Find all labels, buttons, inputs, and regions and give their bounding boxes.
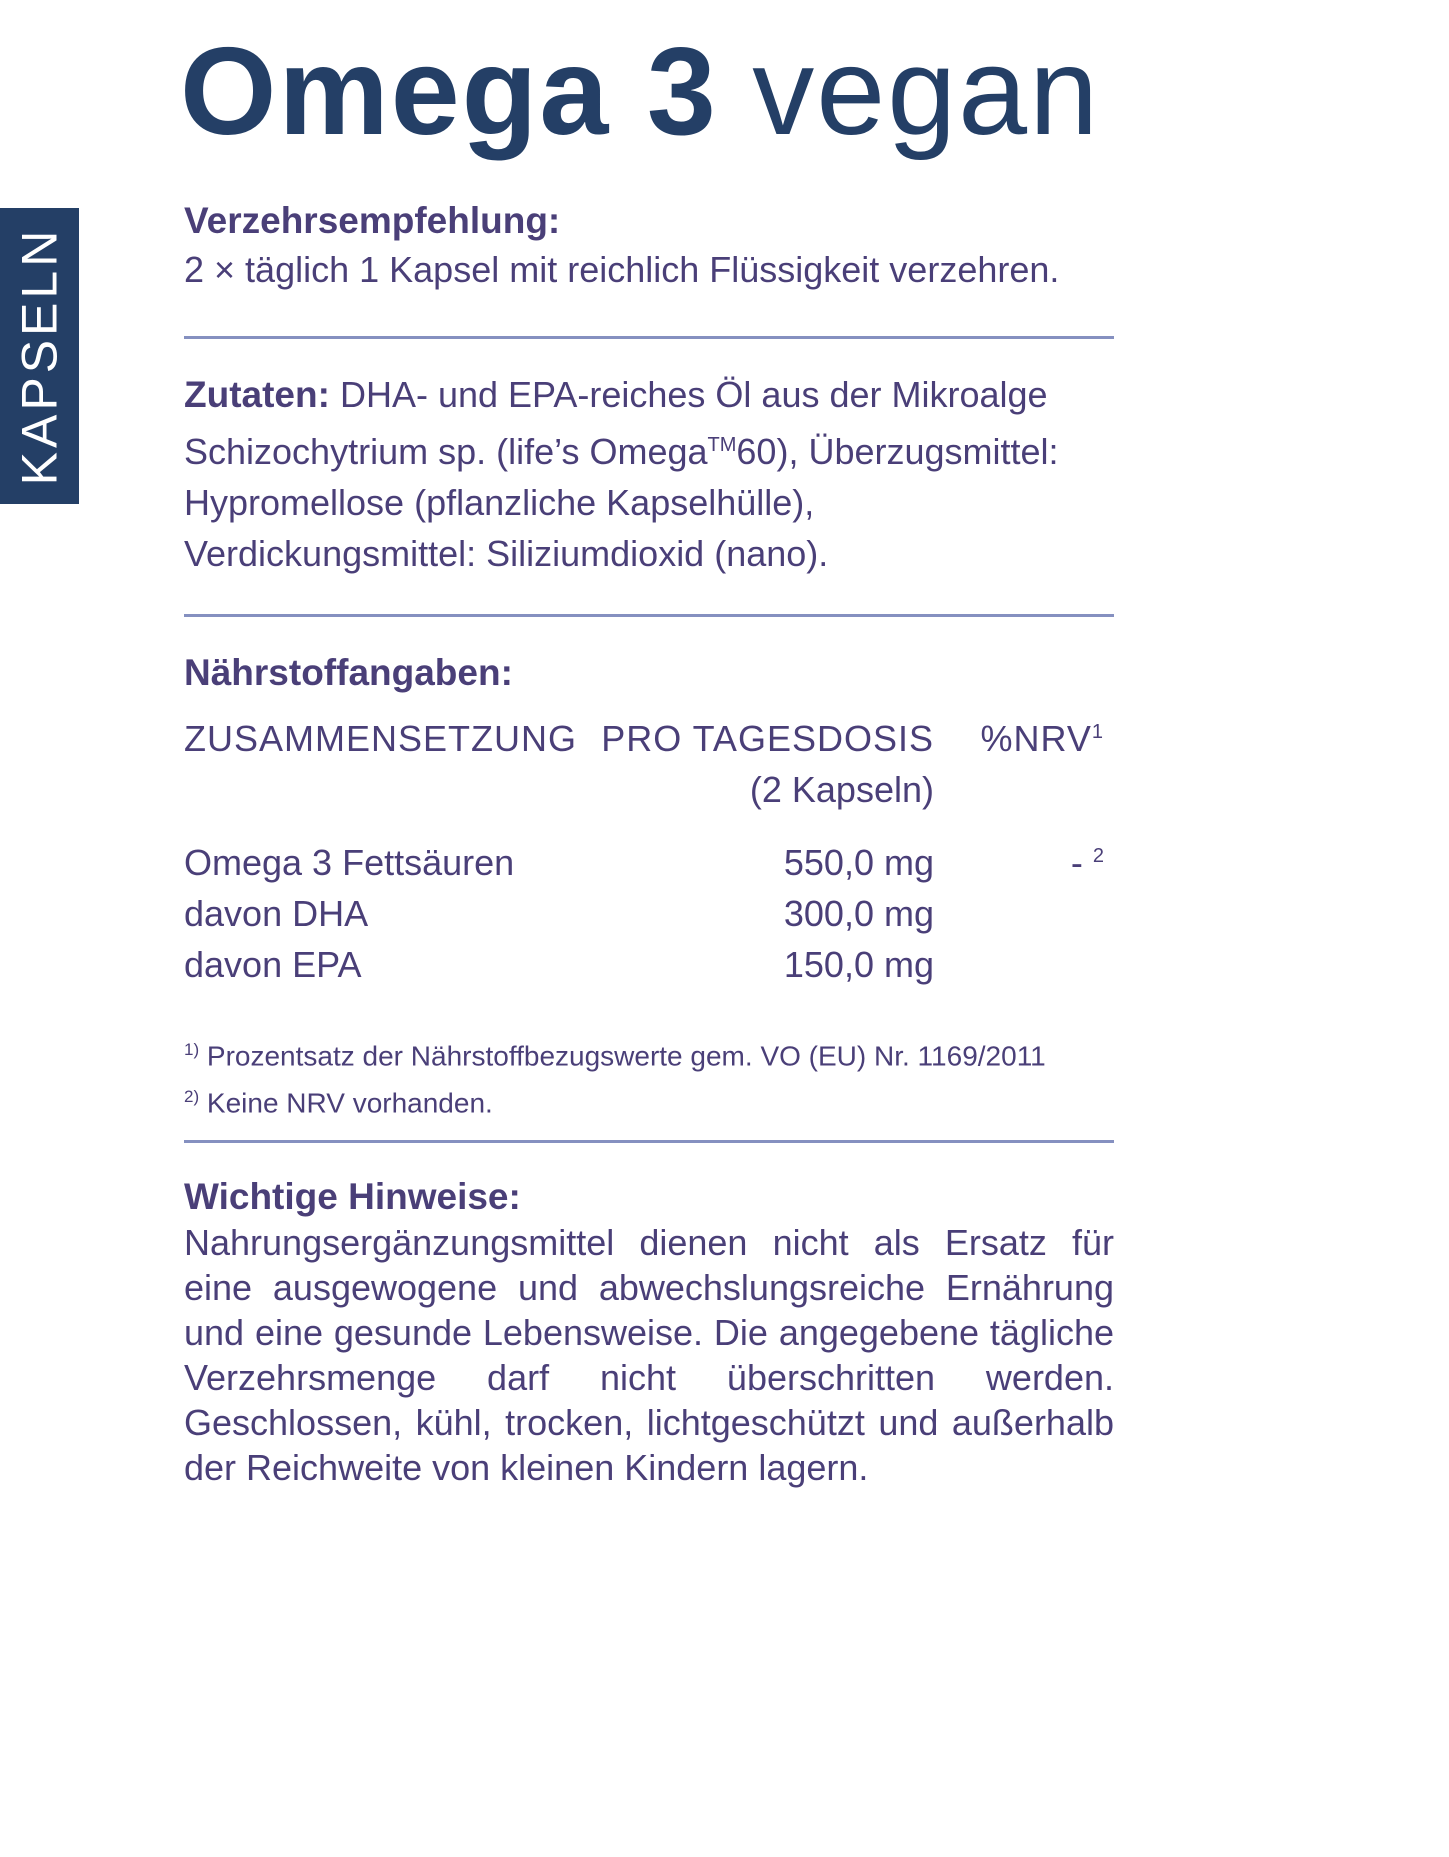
- row-name: davon EPA: [184, 944, 362, 985]
- divider: [184, 1140, 1114, 1143]
- title-main: Omega 3: [180, 23, 718, 161]
- ingredients-section: [184, 369, 1114, 579]
- side-tab: [0, 208, 79, 504]
- row-amount: 300,0 mg: [783, 893, 934, 934]
- table-row: [184, 893, 1114, 944]
- ingredients-heading: Zutaten:: [184, 374, 330, 415]
- footnote-text: Keine NRV vorhanden.: [206, 1087, 493, 1119]
- ingredients-text: [184, 369, 1114, 579]
- footnote: [184, 1076, 1114, 1123]
- notes-section: [184, 1174, 1114, 1490]
- notes-text: Nahrungsergänzungsmittel dienen nicht als Ersatz für eine ausgewogene und abwechslungsreiche Ernährung und eine gesunde Lebensweise. Die angegebene tägliche Verzehrsmenge darf nicht überschritten werden. Geschlossen, kühl, trocken, lichtgeschützt und außerhalb der Reichweite von kleinen Kindern lagern.: [184, 1222, 1114, 1488]
- footnote-mark: 1): [184, 1040, 200, 1059]
- notes-heading: Wichtige Hinweise:: [184, 1176, 521, 1217]
- page-title: [180, 23, 1101, 161]
- table-header-subrow: [184, 769, 1114, 820]
- row-nrv-mark: 2: [1092, 845, 1104, 867]
- row-amount: 550,0 mg: [783, 842, 934, 883]
- ingredients-text-part1: DHA- und EPA-reiches Öl aus der Mikroalge Schizochytrium sp. (life’s Omega: [184, 374, 1048, 472]
- row-nrv: [1071, 842, 1104, 884]
- nrv-mark: 1: [1091, 721, 1104, 743]
- title-sub: vegan: [752, 23, 1101, 161]
- usage-section: [184, 198, 1114, 295]
- nutrition-table: [184, 718, 1114, 995]
- nutrition-section: [184, 652, 1114, 1124]
- row-name: Omega 3 Fettsäuren: [184, 842, 515, 883]
- table-row: [184, 842, 1114, 893]
- trademark-mark: TM: [707, 434, 737, 456]
- row-nrv-value: -: [1070, 842, 1083, 883]
- usage-heading: Verzehrsempfehlung:: [184, 200, 561, 241]
- footnote: [184, 1029, 1114, 1076]
- footnote-text: Prozentsatz der Nährstoffbezugswerte gem. VO (EU) Nr. 1169/2011: [206, 1040, 1046, 1072]
- column-header-per-dose: PRO TAGESDOSIS: [601, 718, 934, 759]
- footnote-mark: 2): [184, 1087, 200, 1107]
- divider: [184, 336, 1114, 339]
- divider: [184, 614, 1114, 617]
- nutrition-heading: Nährstoffangaben:: [184, 652, 513, 693]
- column-header-composition: ZUSAMMENSETZUNG: [184, 718, 577, 759]
- row-name: davon DHA: [184, 893, 369, 934]
- nrv-label: %NRV: [980, 718, 1092, 759]
- table-row: [184, 944, 1114, 995]
- column-header-per-dose-sub: (2 Kapseln): [749, 769, 934, 810]
- footnotes: [184, 1029, 1114, 1124]
- side-tab-label: KAPSELN: [11, 226, 68, 486]
- usage-text: 2 × täglich 1 Kapsel mit reichlich Flüssigkeit verzehren.: [184, 249, 1060, 290]
- table-header-row: [184, 718, 1114, 769]
- column-header-nrv: [981, 718, 1105, 760]
- row-amount: 150,0 mg: [783, 944, 934, 985]
- ingredients-text-part2: 60), Überzugsmittel: Hypromellose (pflanzliche Kapselhülle), Verdickungsmittel: Siliziumdioxid (nano).: [184, 431, 1059, 574]
